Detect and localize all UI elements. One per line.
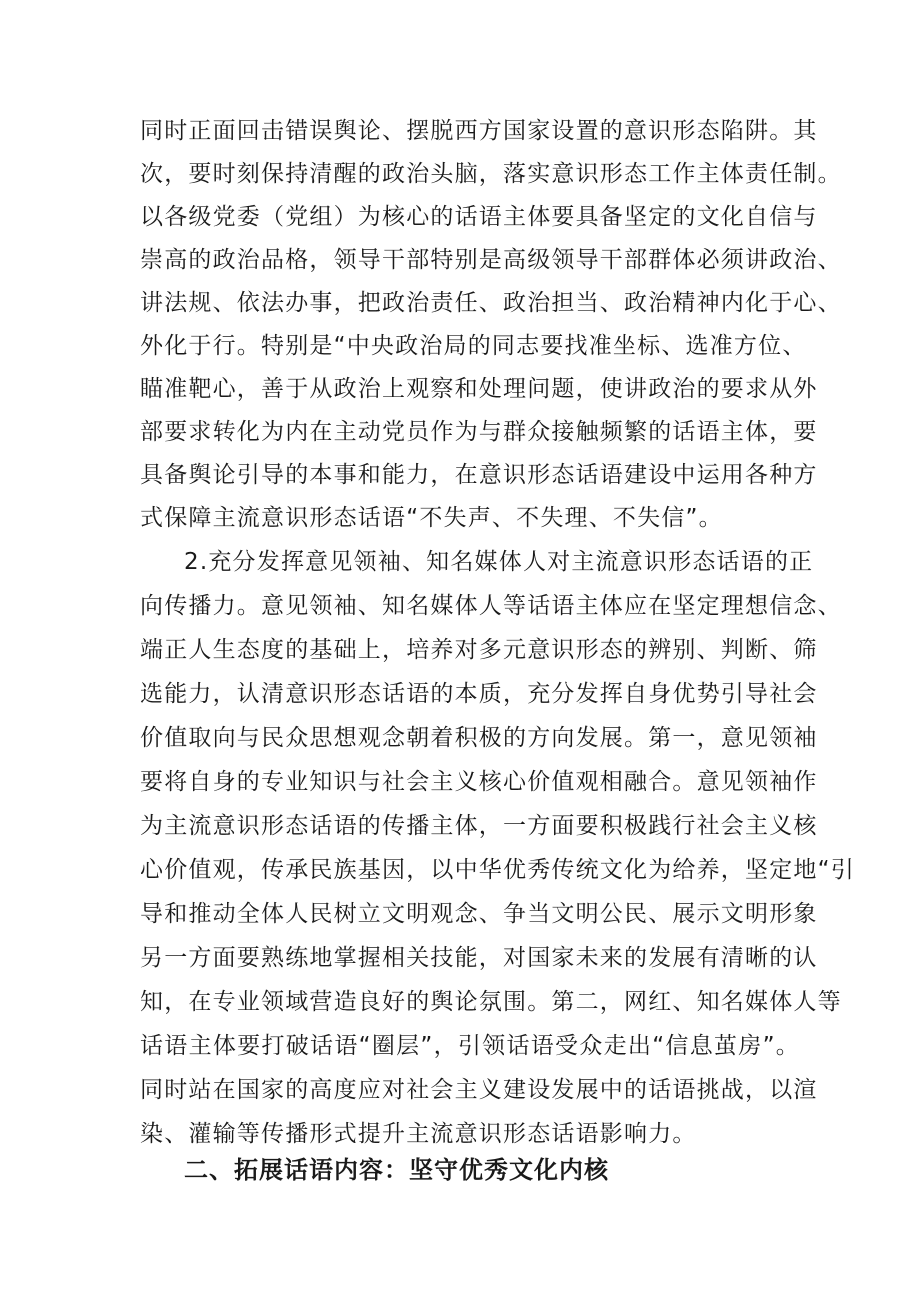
paragraph-line: 2.充分发挥意见领袖、知名媒体人对主流意识形态话语的正 — [184, 549, 814, 575]
paragraph-line: 要将自身的专业知识与社会主义核心价值观相融合。意见领袖作 — [140, 769, 818, 795]
paragraph-line: 同时正面回击错误舆论、摆脱西方国家设置的意识形态陷阱。其 — [140, 118, 818, 144]
paragraph-line: 瞄准靶心，善于从政治上观察和处理问题，使讲政治的要求从外 — [140, 376, 818, 402]
paragraph-line: 次，要时刻保持清醒的政治头脑，落实意识形态工作主体责任制。 — [140, 161, 842, 187]
paragraph-line: 式保障主流意识形态话语“不失声、不失理、不失信”。 — [140, 505, 723, 531]
paragraph-line: 崇高的政治品格，领导干部特别是高级领导干部群体必须讲政治、 — [140, 247, 842, 273]
paragraph-line: 选能力，认清意识形态话语的本质，充分发挥自身优势引导社会 — [140, 681, 818, 707]
paragraph-line: 另一方面要熟练地掌握相关技能，对国家未来的发展有清晰的认 — [140, 945, 818, 971]
paragraph-line: 知，在专业领域营造良好的舆论氛围。第二，网红、知名媒体人等 — [140, 989, 842, 1015]
paragraph-line: 以各级党委（党组）为核心的话语主体要具备坚定的文化自信与 — [140, 204, 818, 230]
paragraph-line: 同时站在国家的高度应对社会主义建设发展中的话语挑战，以渲 — [140, 1077, 818, 1103]
paragraph-line: 导和推动全体人民树立文明观念、争当文明公民、展示文明形象 — [140, 901, 818, 927]
paragraph-line: 部要求转化为内在主动党员作为与群众接触频繁的话语主体，要 — [140, 419, 818, 445]
paragraph-line: 价值取向与民众思想观念朝着积极的方向发展。第一，意见领袖 — [140, 725, 818, 751]
paragraph-line: 讲法规、依法办事，把政治责任、政治担当、政治精神内化于心、 — [140, 290, 842, 316]
paragraph-line: 向传播力。意见领袖、知名媒体人等话语主体应在坚定理想信念、 — [140, 593, 842, 619]
paragraph-line: 话语主体要打破话语“圈层”，引领话语受众走出“信息茧房”。 — [140, 1033, 800, 1059]
paragraph-line: 外化于行。特别是“中央政治局的同志要找准坐标、选准方位、 — [140, 333, 807, 359]
paragraph-line: 端正人生态度的基础上，培养对多元意识形态的辨别、判断、筛 — [140, 637, 818, 663]
paragraph-line: 心价值观，传承民族基因，以中华优秀传统文化为给养，坚定地“引 — [140, 857, 855, 883]
paragraph-line: 为主流意识形态话语的传播主体，一方面要积极践行社会主义核 — [140, 813, 818, 839]
section-heading: 二、拓展话语内容：坚守优秀文化内核 — [184, 1156, 609, 1184]
paragraph-line: 具备舆论引导的本事和能力，在意识形态话语建设中运用各种方 — [140, 462, 818, 488]
paragraph-line: 染、灌输等传播形式提升主流意识形态话语影响力。 — [140, 1121, 697, 1147]
